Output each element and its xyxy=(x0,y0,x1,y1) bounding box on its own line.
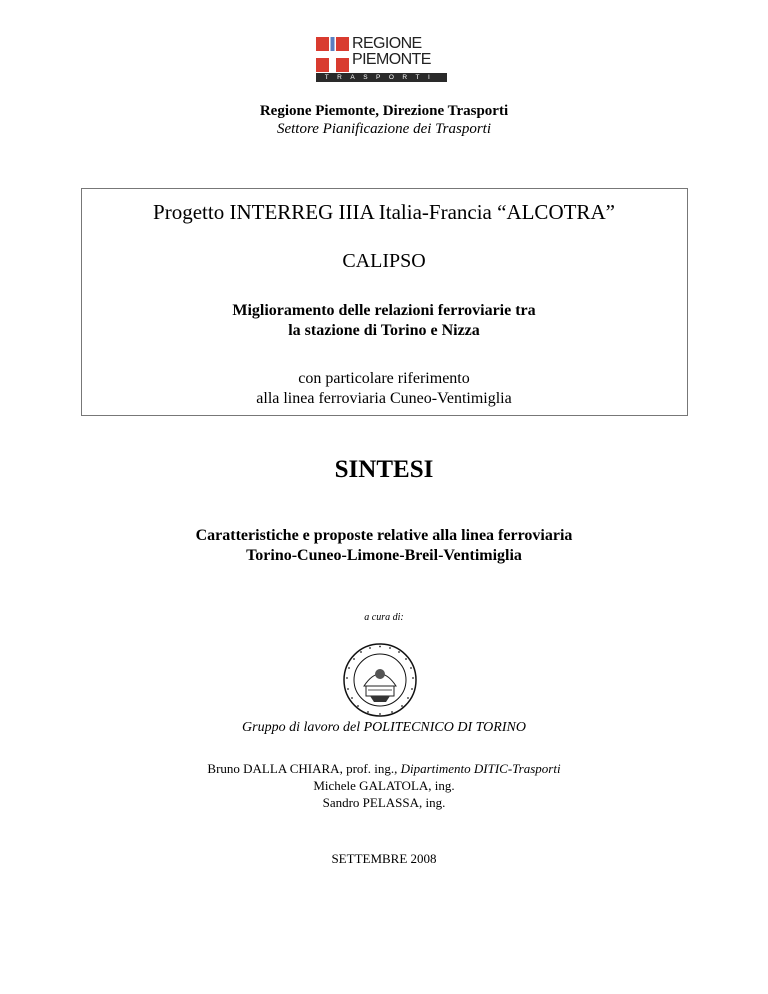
edited-by-label: a cura di: xyxy=(364,612,404,623)
regione-piemonte-logo xyxy=(316,37,447,83)
logo-subtitle-bar: TRASPORTI xyxy=(316,73,447,82)
logo-wordmark: REGIONE PIEMONTE xyxy=(352,35,431,68)
authors-list xyxy=(0,760,768,811)
document-description: Caratteristiche e proposte relative alla linea ferroviaria Torino-Cuneo-Limone-Breil-Ventimiglia xyxy=(195,527,573,564)
sector: Settore Pianificazione dei Trasporti xyxy=(276,121,492,137)
author-line: Sandro PELASSA, ing. xyxy=(322,795,446,810)
piemonte-cross-icon xyxy=(316,37,349,72)
working-group: Gruppo di lavoro del POLITECNICO DI TORINO xyxy=(242,720,526,735)
project-reference: con particolare riferimento alla linea ferroviaria Cuneo-Ventimiglia xyxy=(256,370,512,407)
politecnico-seal-icon xyxy=(342,642,418,718)
document-title: SINTESI xyxy=(334,456,434,483)
project-subject: Miglioramento delle relazioni ferroviarie tra la stazione di Torino e Nizza xyxy=(232,302,536,339)
organization: Regione Piemonte, Direzione Trasporti xyxy=(259,103,509,119)
author-line: Michele GALATOLA, ing. xyxy=(313,778,455,793)
project-acronym: CALIPSO xyxy=(342,250,426,272)
publication-date: SETTEMBRE 2008 xyxy=(331,851,437,866)
project-title: Progetto INTERREG IIIA Italia-Francia “ALCOTRA” xyxy=(153,200,615,224)
author-line: Bruno DALLA CHIARA, prof. ing., Dipartimento DITIC-Trasporti xyxy=(207,761,561,776)
